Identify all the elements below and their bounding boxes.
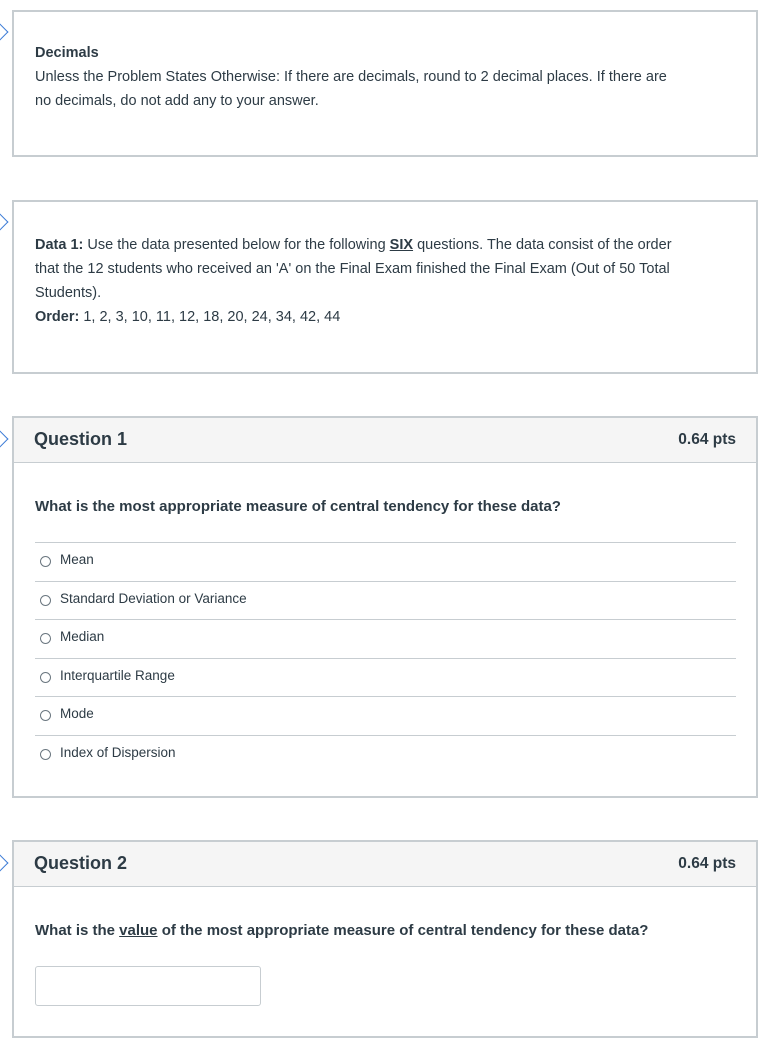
collapse-chevron-icon[interactable] (0, 214, 8, 231)
question-2-text-start: What is the (35, 922, 120, 939)
data-line-2: that the 12 students who received an 'A' on the Final Exam finished the Final Exam (Out of 50 Total (35, 261, 670, 277)
question-1-card (12, 416, 758, 798)
data-label: Data 1: (35, 237, 84, 253)
decimals-line-1: Unless the Problem States Otherwise: If there are decimals, round to 2 decimal places. If there are (35, 69, 667, 85)
question-1-title: Question 1 (34, 429, 128, 449)
decimals-line-2: no decimals, do not add any to your answer. (35, 93, 319, 109)
question-1-points: 0.64 pts (678, 431, 736, 448)
radio-button[interactable] (40, 710, 51, 721)
radio-button[interactable] (40, 672, 51, 683)
answer-label: Mode (60, 706, 94, 721)
six-emphasis: SIX (389, 237, 414, 253)
radio-button[interactable] (40, 595, 51, 606)
answer-label: Mean (60, 552, 94, 567)
order-line (35, 305, 736, 329)
decimals-title: Decimals (35, 45, 99, 61)
answer-label: Index of Dispersion (60, 744, 176, 760)
answer-input[interactable] (35, 966, 261, 1006)
radio-button[interactable] (40, 556, 51, 567)
question-2-text-end: of the most appropriate measure of central tendency for these data? (157, 922, 649, 939)
question-2-card (12, 840, 758, 1038)
answer-label: Interquartile Range (60, 667, 175, 683)
question-2-text (35, 922, 736, 939)
radio-button[interactable] (40, 749, 51, 760)
radio-button[interactable] (40, 633, 51, 644)
answer-option-interquartile-range[interactable] (35, 658, 736, 697)
question-2-title: Question 2 (34, 853, 128, 873)
answer-option-index-of-dispersion[interactable] (35, 735, 736, 774)
answer-list (35, 542, 736, 773)
answer-option-mean[interactable] (35, 542, 736, 581)
collapse-chevron-icon[interactable] (0, 431, 8, 448)
data-line-1 (35, 233, 736, 257)
data-line-3: Students). (35, 285, 102, 301)
data-intro-text: Use the data presented below for the following (83, 237, 390, 253)
decimals-instructions-card (12, 10, 758, 157)
answer-label: Median (60, 629, 105, 644)
question-1-text: What is the most appropriate measure of central tendency for these data? (35, 498, 561, 515)
order-label: Order: (35, 309, 80, 325)
data-text (35, 233, 736, 329)
order-values: 1, 2, 3, 10, 11, 12, 18, 20, 24, 34, 42, 44 (79, 309, 341, 325)
answer-option-mode[interactable] (35, 696, 736, 735)
collapse-chevron-icon[interactable] (0, 855, 8, 872)
question-2-points: 0.64 pts (678, 855, 736, 872)
question-1-header (14, 418, 756, 463)
data-intro-text-end: questions. The data consist of the order (413, 237, 672, 253)
answer-label: Standard Deviation or Variance (60, 590, 247, 606)
collapse-chevron-icon[interactable] (0, 24, 8, 41)
value-emphasis: value (119, 922, 158, 939)
decimals-text (35, 41, 736, 113)
answer-option-median[interactable] (35, 619, 736, 658)
question-2-header (14, 842, 756, 887)
data-instructions-card (12, 200, 758, 374)
answer-option-standard-deviation[interactable] (35, 581, 736, 620)
